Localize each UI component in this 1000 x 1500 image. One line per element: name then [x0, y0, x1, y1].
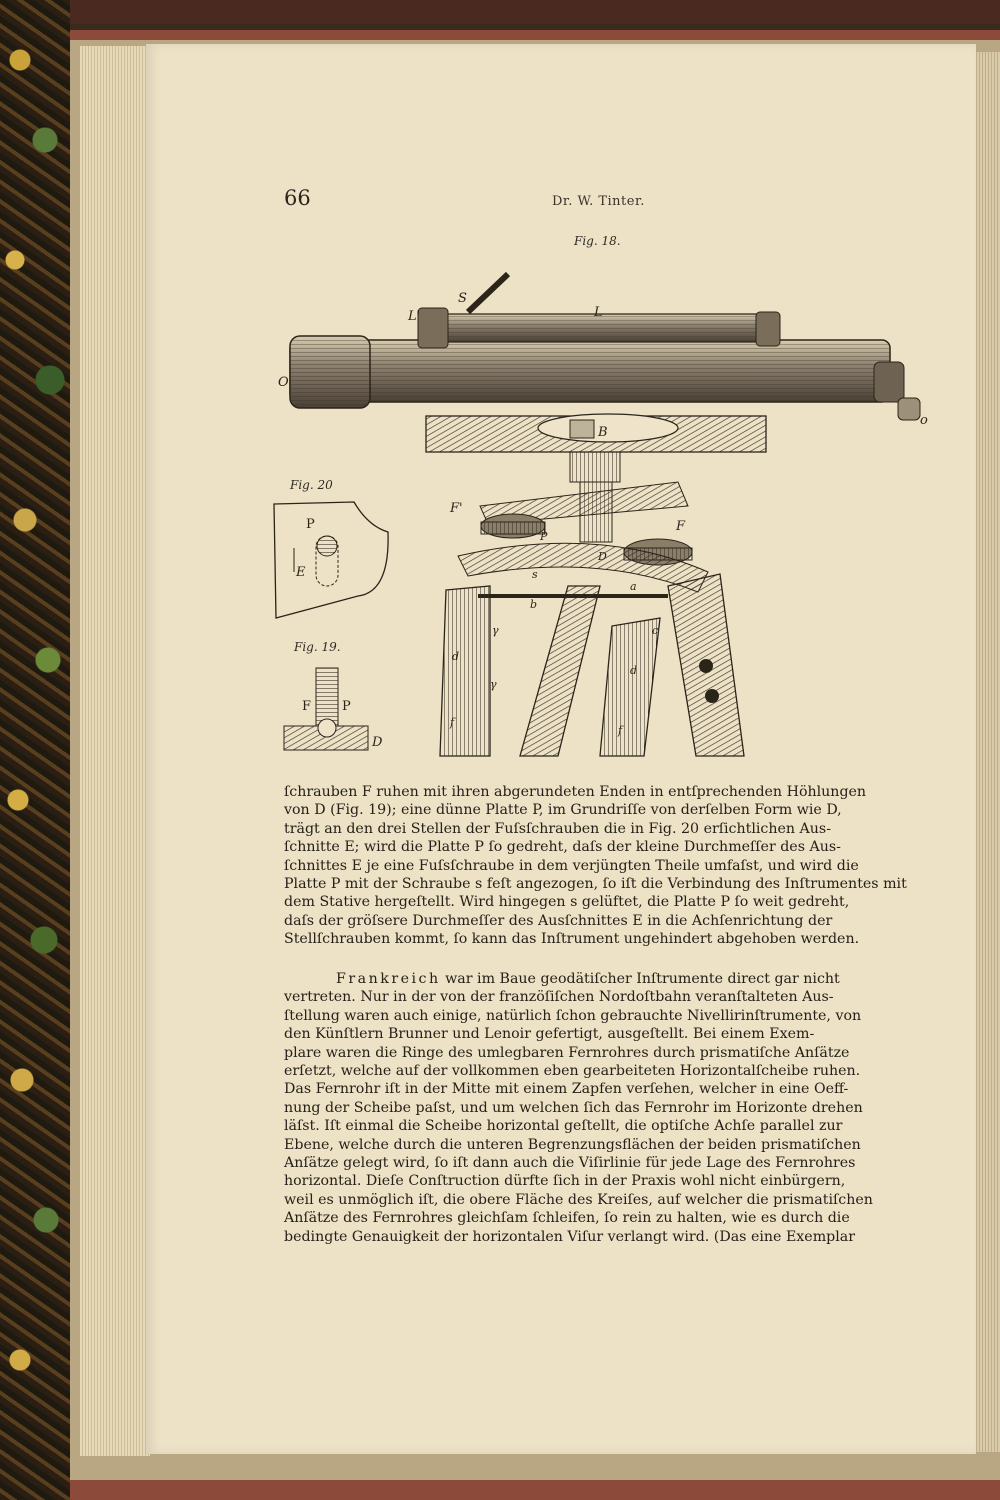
- text-line: nung der Scheibe paſst, und um welchen ſich das Fernrohr im Horizonte drehen: [284, 1099, 863, 1116]
- label-b-small: b: [530, 598, 538, 611]
- label-fig19-P: P: [342, 699, 351, 714]
- text-line: ſchnittes E je eine Fuſsſchraube in dem verjüngten Theile umfaſst, und wird die: [284, 857, 859, 874]
- label-S: S: [458, 291, 467, 306]
- label-B: B: [598, 425, 608, 440]
- text-line-first: [284, 970, 918, 988]
- text-line: Ebene, welche durch die unteren Begrenzungsflächen der beiden prismatiſchen: [284, 1136, 861, 1153]
- label-F: F: [676, 519, 686, 534]
- label-fig20-P: P: [306, 517, 315, 532]
- label-s-small: s: [532, 568, 538, 581]
- author-header: Dr. W. Tinter.: [552, 194, 645, 209]
- text-line: Das Fernrohr iſt in der Mitte mit einem Zapfen verſehen, welcher in eine Oeff-: [284, 1081, 849, 1098]
- levelling-instrument-illustration: [268, 256, 948, 776]
- text-line: daſs der gröſsere Durchmeſſer des Ausſchnittes E in die Achſenrichtung der: [284, 912, 833, 929]
- text-line: Stellſchrauben kommt, ſo kann das Inſtrument ungehindert abgehoben werden.: [284, 931, 860, 948]
- text-line: ſchrauben F ruhen mit ihren abgerundeten Enden in entſprechenden Höhlungen: [284, 784, 867, 800]
- label-o: o: [920, 413, 928, 428]
- label-D-small: D: [598, 550, 607, 563]
- fig20-plate: [274, 502, 388, 618]
- tripod-leg-middle: [520, 586, 600, 756]
- paragraph-1: [284, 783, 918, 949]
- text-line: erſetzt, welche auf der vollkommen eben gearbeiteten Horizontalſcheibe ruhen.: [284, 1063, 861, 1080]
- text-line: weil es unmöglich iſt, die obere Fläche des Kreiſes, auf welcher die prismatiſchen: [284, 1191, 873, 1208]
- text-line: Anſätze gelegt wird, ſo iſt dann auch die Viſirlinie für jede Lage des Fernrohres: [284, 1155, 856, 1172]
- fig19-screw: [316, 668, 338, 726]
- text-line: den Künſtlern Brunner und Lenoir gefertigt, ausgeſtellt. Bei einem Exem-: [284, 1026, 815, 1043]
- fig20-caption: Fig. 20: [290, 478, 333, 492]
- label-fig20-E: E: [296, 565, 306, 580]
- label-L: L: [594, 305, 603, 320]
- paragraph-2: [284, 970, 918, 1246]
- tripod-legs: [440, 574, 744, 756]
- page-edges-left: [80, 46, 150, 1456]
- marbled-cover: [0, 0, 70, 1500]
- tripod-leg-center: [600, 618, 660, 756]
- tripod-leg-left: [440, 586, 490, 756]
- text-line: Anſätze des Fernrohres gleichſam ſchleifen, ſo rein zu halten, wie es durch die: [284, 1210, 850, 1227]
- fig19-foot-screw: [284, 668, 368, 750]
- text-line: läſst. Iſt einmal die Scheibe horizontal geſtellt, die optiſche Achſe parallel zur: [284, 1118, 843, 1135]
- label-O: O: [278, 375, 289, 390]
- text-line: horizontal. Dieſe Conſtruction dürfte ſich in der Praxis wohl nicht einbürgern,: [284, 1173, 846, 1190]
- text-line: war im Baue geodätiſcher Inſtrumente direct gar nicht: [445, 971, 840, 987]
- label-fig19-F: F: [302, 699, 312, 714]
- label-gamma-2: γ: [490, 678, 497, 691]
- emphasis-frankreich: Frankreich: [336, 971, 441, 987]
- label-d-right: d: [630, 664, 638, 677]
- label-fig19-D: D: [372, 735, 383, 750]
- fig19-caption: Fig. 19.: [294, 640, 341, 654]
- page-edges-right: [974, 52, 1000, 1452]
- eyepiece: [874, 362, 904, 402]
- label-a-small: a: [630, 580, 637, 593]
- fig18-caption: Fig. 18.: [574, 234, 621, 248]
- label-c-small: c: [652, 624, 659, 637]
- screw-s: [468, 274, 508, 312]
- text-line: trägt an den drei Stellen der Fuſsſchrauben die in Fig. 20 erſichtlichen Aus-: [284, 820, 831, 837]
- label-f-left: f: [450, 716, 455, 729]
- label-L-prime: L': [408, 309, 421, 324]
- text-line: dem Stative hergeſtellt. Wird hingegen s gelüftet, die Platte P ſo weit gedreht,: [284, 894, 850, 911]
- text-line: vertreten. Nur in der von der franzöſiſchen Nordoſtbahn veranſtalteten Aus-: [284, 989, 834, 1006]
- label-F-prime: F': [450, 501, 463, 516]
- text-line: ſchnitte E; wird die Platte P ſo gedreht, daſs der kleine Durchmeſſer des Aus-: [284, 839, 841, 856]
- text-line: von D (Fig. 19); eine dünne Platte P, im Grundriſſe von derſelben Form wie D,: [284, 802, 842, 819]
- label-d-left: d: [452, 650, 460, 663]
- text-line: bedingte Genauigkeit der horizontalen Viſur verlangt wird. (Das eine Exemplar: [284, 1228, 856, 1245]
- book-cover-top: [0, 0, 1000, 24]
- text-line: ſtellung waren auch einige, natürlich ſchon gebrauchte Nivellirinſtrumente, von: [284, 1007, 862, 1024]
- label-f-right: f: [618, 724, 623, 737]
- text-line: Platte P mit der Schraube s feſt angezogen, ſo iſt die Verbindung des Inſtrumentes mit: [284, 876, 907, 893]
- running-head: [284, 186, 924, 216]
- label-P-small: P: [540, 530, 548, 543]
- text-line: plare waren die Ringe des umlegbaren Fernrohres durch prismatiſche Anſätze: [284, 1044, 850, 1061]
- label-gamma-1: γ: [492, 624, 499, 637]
- page-number: 66: [284, 186, 311, 210]
